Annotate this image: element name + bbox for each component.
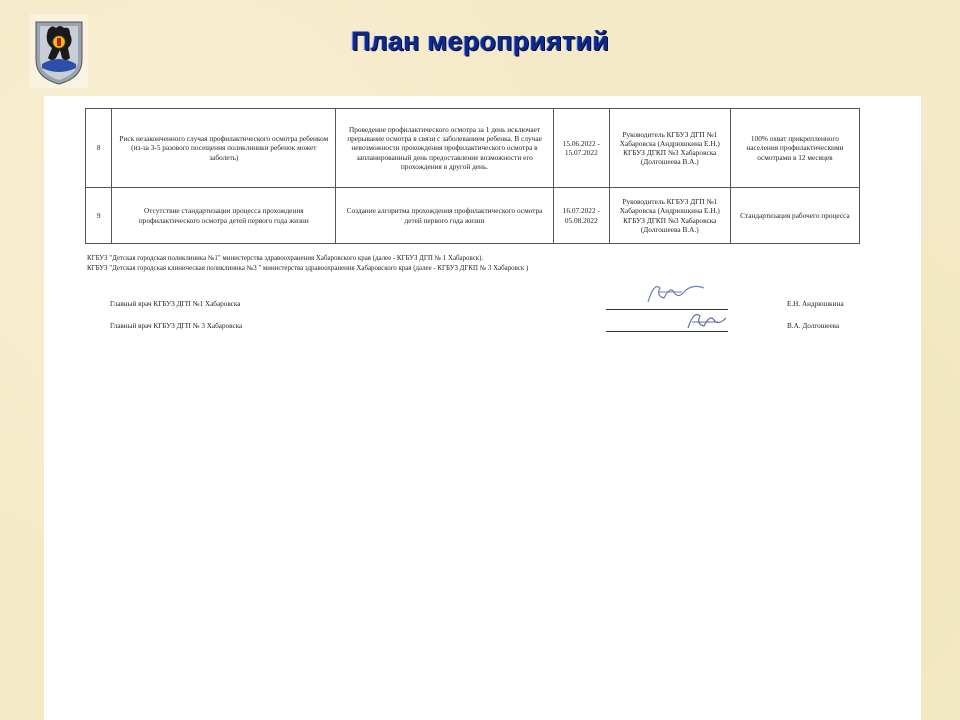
result-cell: 100% охват прикрепленного населения профилактическими осмотрами в 12 месяцев <box>730 109 859 188</box>
dates-cell: 15.06.2022 - 15.07.2022 <box>553 109 609 188</box>
plan-table <box>85 108 860 244</box>
result-cell: Стандартизация рабочего процесса <box>730 188 859 244</box>
note-line: КГБУЗ "Детская городская клиническая поликлиника №3 " министерства здравоохранения Хабаровского края (далее - КГБУЗ ДГКП № 3 Хабаровск ) <box>87 265 529 272</box>
action-cell: Создание алгоритма прохождения профилактического осмотра детей первого года жизни <box>336 188 554 244</box>
document-scan <box>44 96 921 720</box>
signature-label: Главный врач КГБУЗ ДГП №1 Хабаровска <box>110 300 241 308</box>
row-number: 9 <box>86 188 112 244</box>
risk-cell: Риск незаконченного случая профилактического осмотра ребенком (из-за 3-5 разового посещения поликлиники ребенок может заболеть) <box>112 109 336 188</box>
signature-icon <box>684 308 730 334</box>
signature-name: Е.Н. Андрюшкина <box>787 300 844 308</box>
abbreviation-notes <box>87 254 528 274</box>
action-cell: Проведение профилактического осмотра за 1 день исключает прерывание осмотра в связи с заболеванием ребенка. В случае невозможности прохождения профилактического осмотра в запланированный день предоставление возможности его прохождения в другой день. <box>336 109 554 188</box>
row-number: 8 <box>86 109 112 188</box>
table-row <box>86 188 860 244</box>
signature-name: В.А. Долгошеева <box>787 322 840 330</box>
responsible-cell: Руководитель КГБУЗ ДГП №1 Хабаровска (Андрюшкина Е.Н.) КГБУЗ ДГКП №3 Хабаровска (Долгошеева В.А.) <box>609 109 730 188</box>
risk-cell: Отсутствие стандартизации процесса прохождения профилактического осмотра детей первого года жизни <box>112 188 336 244</box>
responsible-cell: Руководитель КГБУЗ ДГП №1 Хабаровска (Андрюшкина Е.Н.) КГБУЗ ДГКП №3 Хабаровска (Долгошеева В.А.) <box>609 188 730 244</box>
dates-cell: 16.07.2022 - 05.08.2022 <box>553 188 609 244</box>
signature-label: Главный врач КГБУЗ ДГП № 3 Хабаровска <box>110 322 243 330</box>
page-title: План мероприятий <box>350 26 610 56</box>
table-row <box>86 109 860 188</box>
note-line: КГБУЗ "Детская городская поликлиника №1" министерства здравоохранения Хабаровского края (далее - КГБУЗ ДГП № 1 Хабаровск). <box>87 255 484 262</box>
signature-icon <box>642 278 712 308</box>
